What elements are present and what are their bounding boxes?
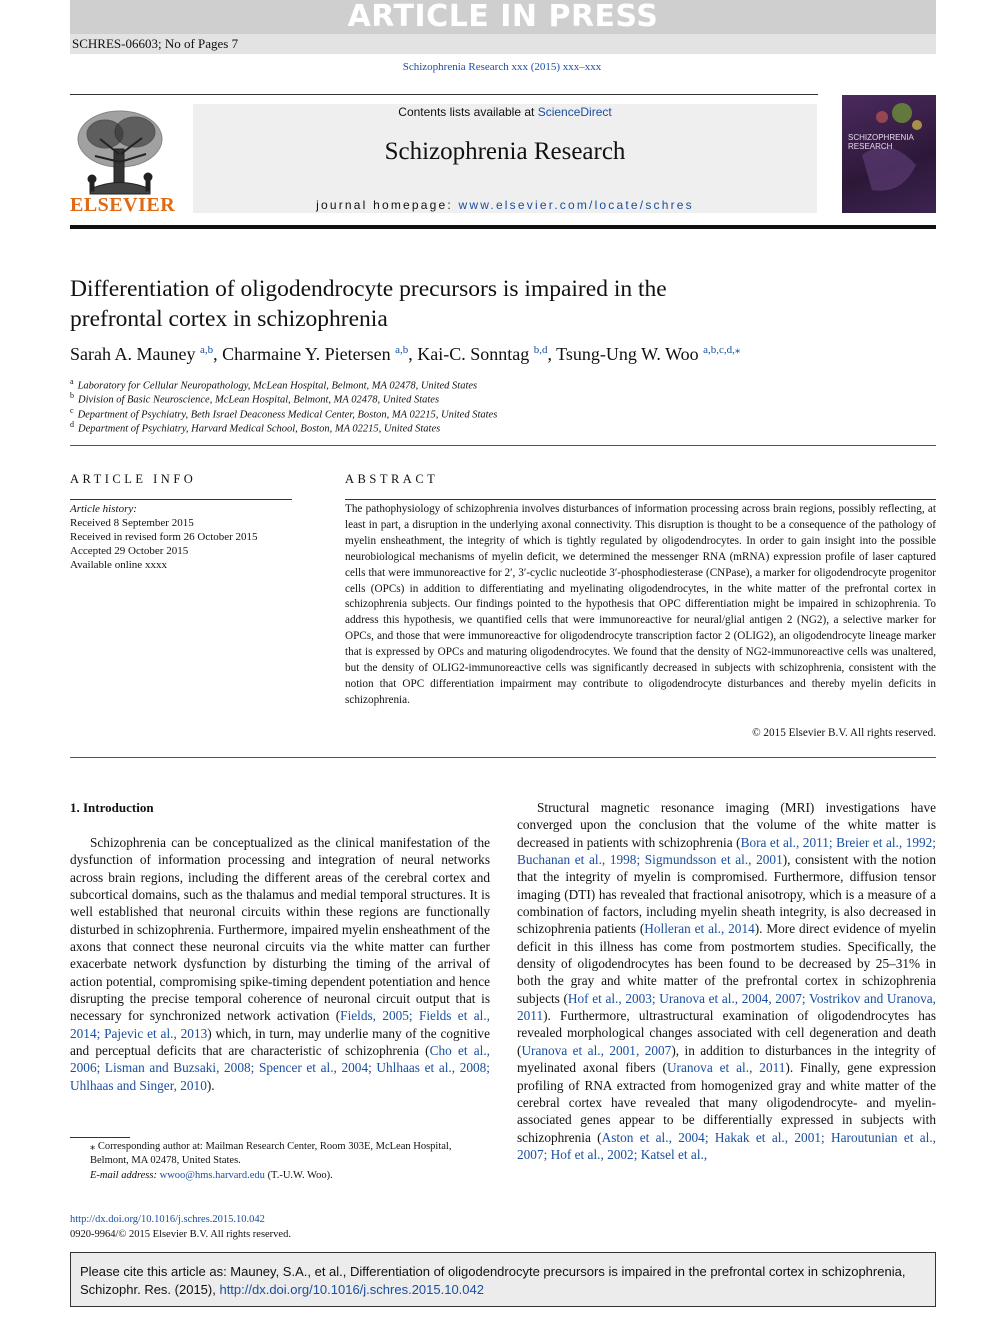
online-date: Available online xxxx bbox=[70, 559, 167, 571]
history-label: Article history: bbox=[70, 503, 137, 515]
cite-doi-link[interactable]: http://dx.doi.org/10.1016/j.schres.2015.10.042 bbox=[219, 1282, 484, 1297]
elsevier-wordmark: ELSEVIER bbox=[70, 194, 176, 216]
affiliation: $^d$ Department of Psychiatry, Harvard Medical School, Boston, MA 02215, United States bbox=[70, 420, 441, 435]
footnote-rule bbox=[70, 1137, 130, 1138]
received-date: Received 8 September 2015 bbox=[70, 517, 194, 529]
cover-title: SCHIZOPHRENIA RESEARCH bbox=[848, 133, 914, 151]
reference-link[interactable]: Cho et al., 2006; Lisman and Buzsaki, 2008; Spencer et al., 2004; Uhlhaas et al., 2008; Uhlhaas and Singer, 2010 bbox=[70, 1043, 490, 1093]
abstract-heading: ABSTRACT bbox=[345, 472, 439, 486]
author-affiliation-link[interactable]: a,b bbox=[199, 344, 214, 356]
manuscript-id: SCHRES-06603; No of Pages 7 bbox=[72, 36, 239, 51]
body-text: Schizophrenia can be conceptualized as the clinical manifestation of the dysfunction of information processing and integration of neural networks across brain regions, including the different areas of the cerebral cortex and subcortical domains, such as the thalamus and medial temporal structures. It is well established that neuronal circuits within these regions are functionally disturbed in schizophrenia. Furthermore, impaired myelin ensheathment of the axons that connect these neuronal circuits via the white matter can further exacerbate network dysfunction by disturbing the timing of the arrival of action potential, compromising spike-timing dependent potentiation and hence disrupting the precise temporal coherence of neuronal circuit output that is necessary for synchronized network activation ( bbox=[70, 835, 490, 1024]
email-link[interactable]: wwoo@hms.harvard.edu bbox=[159, 1169, 265, 1181]
doi-link[interactable]: http://dx.doi.org/10.1016/j.schres.2015.10.042 bbox=[70, 1214, 265, 1225]
header-rule bbox=[70, 94, 818, 95]
author: Sarah A. Mauney $^{a,b}$, bbox=[70, 344, 223, 364]
issn-line: 0920-9964/© 2015 Elsevier B.V. All rights reserved. bbox=[70, 1229, 291, 1240]
article-in-press-label: ARTICLE IN PRESS bbox=[347, 0, 659, 34]
contents-line: Contents lists available at ScienceDirect bbox=[398, 105, 612, 119]
header-thick-rule bbox=[70, 225, 936, 229]
body-text: ). Finally, gene expression profiling of RNA extracted from homogenized gray and white matter of the cerebral cortex have revealed that many oligodendrocyte- and myelin-associated genes appear to be differentially expressed in subjects with schizophrenia ( bbox=[517, 1060, 936, 1145]
author-affiliation-link[interactable]: a,b,c,d,⁎ bbox=[703, 344, 741, 356]
author: Tsung-Ung W. Woo $^{a,b,c,d,⁎}$ bbox=[556, 344, 741, 364]
reference-link[interactable]: Uranova et al., 2001, 2007 bbox=[521, 1042, 672, 1058]
reference-link[interactable]: Hof et al., 2003; Uranova et al., 2004, 2007; Vostrikov and Uranova, 2011 bbox=[517, 990, 936, 1024]
section-rule bbox=[70, 445, 936, 446]
reference-link[interactable]: Aston et al., 2004; Hakak et al., 2001; Haroutunian et al., 2007; Hof et al., 2002; Katsel et al., bbox=[517, 1129, 936, 1162]
body-text: Structural magnetic resonance imaging (MRI) investigations have converged upon the conclusion that the volume of the white matter is decreased in patients with schizophrenia ( bbox=[517, 800, 936, 850]
body-text: ), in addition to disturbances in the integrity of myelinated axonal fibers ( bbox=[517, 1042, 936, 1076]
corresponding-author-footnote: ⁎ Corresponding author at: Mailman Research Center, Room 303E, McLean Hospital, Belmont, MA 02478, United States. E-mail address: wwoo@hms.harvard.edu (T.-U.W. Woo). bbox=[90, 1141, 452, 1181]
author-affiliation-link[interactable]: b,d bbox=[533, 344, 548, 356]
abstract-copyright: © 2015 Elsevier B.V. All rights reserved. bbox=[752, 727, 936, 739]
reference-link[interactable]: Fields, 2005; Fields et al., 2014; Pajevic et al., 2013 bbox=[70, 1008, 490, 1041]
journal-homepage-link[interactable]: www.elsevier.com/locate/schres bbox=[458, 198, 694, 212]
body-text: ), consistent with the notion that the integrity of myelin is compromised. Furthermore, diffusion tensor imaging (DTI) has revealed that fractional anisotropy, which is a measure of a combination of factors, including myelin sheath integrity, is also decreased in schizophrenia patients ( bbox=[517, 852, 936, 937]
introduction-heading: 1. Introduction bbox=[70, 800, 154, 815]
revised-date: Received in revised form 26 October 2015 bbox=[70, 531, 258, 543]
cover-art-icon bbox=[842, 95, 936, 213]
journal-title: Schizophrenia Research bbox=[384, 138, 626, 165]
body-text: ). Furthermore, ultrastructural examination of oligodendrocytes has revealed morphological changes associated with cell degeneration and death ( bbox=[517, 1008, 936, 1058]
reference-link[interactable]: Holleran et al., 2014 bbox=[644, 921, 755, 937]
affiliation: $^b$ Division of Basic Neuroscience, McLean Hospital, Belmont, MA 02478, United States bbox=[70, 391, 440, 406]
abstract-text: The pathophysiology of schizophrenia involves disturbances of information processing across brain regions, possibly reflecting, at least in part, a disruption in the underlying axonal connectivity. This disruption is thought to be a consequence of the pathology of myelin ensheathment, the integrity of which is tightly regulated by oligodendrocytes. In order to gain insight into the possible neurobiological mechanisms of myelin deficit, we determined the messenger RNA (mRNA) expression profile of laser captured cells that were immunoreactive for 2′, 3′-cyclic nucleotide 3′-phosphodiesterase (CNPase), a marker for oligodendrocyte progenitor cells (OPCs) in addition to differentiating and myelinating oligodendrocytes, in the white matter of the prefrontal cortex in schizophrenia subjects. Our findings pointed to the hypothesis that OPC differentiation might be impaired in schizophrenia. To address this hypothesis, we quantified cells that were immunoreactive for neural/glial antigen 2 (NG2), a selective marker for OPCs, and those that were immunoreactive for oligodendrocyte transcription factor 2 (OLIG2), an oligodendrocyte lineage marker that is expressed by OPCs and maturing oligodendrocytes. We found that the density of NG2-immunoreactive cells was unaltered, but the density of OLIG2-immunoreactive cells was significantly decreased in subjects with schizophrenia, consistent with the notion that OPC differentiation impairment may contribute to oligodendrocyte disturbances and thereby myelin deficits in schizophrenia. bbox=[345, 503, 936, 706]
reference-link[interactable]: Bora et al., 2011; Breier et al., 1992; Buchanan et al., 1998; Sigmundsson et al., 2001 bbox=[517, 834, 936, 868]
author: Charmaine Y. Pietersen $^{a,b}$, bbox=[222, 344, 418, 364]
body-column-left bbox=[70, 834, 490, 1094]
author-affiliation-link[interactable]: a,b bbox=[395, 344, 409, 356]
cite-article-text: Please cite this article as: Mauney, S.A., et al., Differentiation of oligodendrocyte precursors is impaired in the prefrontal cortex in schizophrenia, Schizophr. Res. (2015), http://dx.doi.org/10.1016/j.schres.2015.10.042 bbox=[80, 1264, 906, 1297]
affiliation: $^a$ Laboratory for Cellular Neuropathology, McLean Hospital, Belmont, MA 02478, United States bbox=[70, 377, 478, 392]
journal-homepage-line: journal homepage: www.elsevier.com/locate/schres bbox=[316, 198, 694, 212]
section-rule bbox=[70, 757, 936, 758]
body-text: ). bbox=[206, 1077, 215, 1093]
article-info-heading: ARTICLE INFO bbox=[70, 472, 197, 486]
body-text: ) which, in turn, may underlie many of the cognitive and perceptual deficits that are characteristic of schizophrenia ( bbox=[70, 1025, 490, 1059]
accepted-date: Accepted 29 October 2015 bbox=[70, 545, 189, 557]
author-list bbox=[70, 344, 936, 365]
body-text: ). More direct evidence of myelin deficit in this illness has come from postmortem studies. Specifically, the density of oligodendrocytes has been found to be decreased by 25–31% in both the gray and white matter of the prefrontal cortex in schizophrenia subjects ( bbox=[517, 921, 936, 1006]
author: Kai-C. Sonntag $^{b,d}$, bbox=[417, 344, 557, 364]
sciencedirect-link[interactable]: ScienceDirect bbox=[537, 105, 612, 119]
journal-cover-image bbox=[842, 95, 936, 213]
abstract-rule bbox=[345, 499, 936, 500]
article-title: Differentiation of oligodendrocyte precursors is impaired in the prefrontal cortex in schizophrenia bbox=[70, 276, 667, 332]
article-info-rule bbox=[70, 499, 292, 500]
reference-link[interactable]: Uranova et al., 2011 bbox=[666, 1060, 786, 1076]
journal-citation-link[interactable]: Schizophrenia Research xxx (2015) xxx–xxx bbox=[402, 61, 602, 73]
affiliation: $^c$ Department of Psychiatry, Beth Israel Deaconess Medical Center, Boston, MA 02215, United States bbox=[70, 406, 498, 421]
body-column-right bbox=[517, 799, 936, 1163]
